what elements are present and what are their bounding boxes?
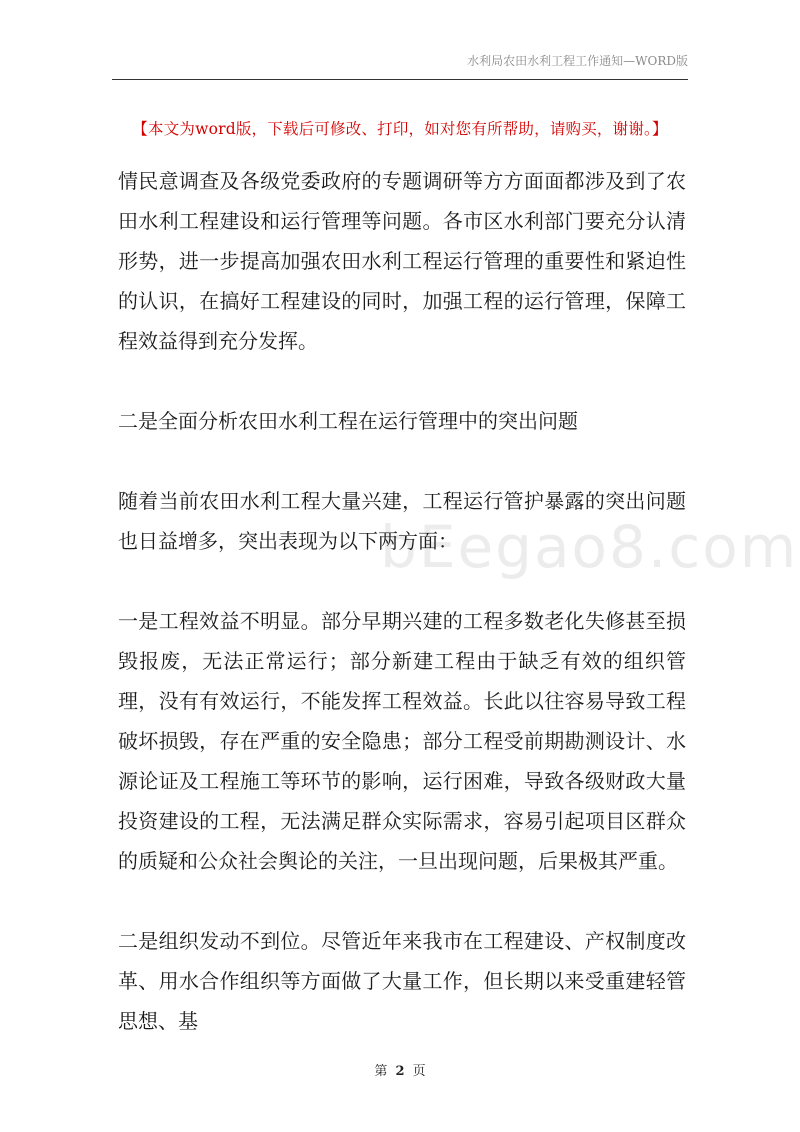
paragraph-3: 随着当前农田水利工程大量兴建，工程运行管护暴露的突出问题也日益增多，突出表现为以下两方面： — [118, 489, 686, 553]
paragraph-4: 一是工程效益不明显。部分早期兴建的工程多数老化失修甚至损毁报废，无法正常运行；部分新建工程由于缺乏有效的组织管理，没有有效运行，不能发挥工程效益。长此以往容易导致工程破坏损毁，存在严重的安全隐患；部分工程受前期勘测设计、水源论证及工程施工等环节的影响，运行困难，导致各级财政大量投资建设的工程，无法满足群众实际需求，容易引起项目区群众的质疑和公众社会舆论的关注，一旦出现问题，后果极其严重。 — [118, 609, 686, 873]
page-number: 2 — [395, 1064, 405, 1079]
paragraph-5: 二是组织发动不到位。尽管近年来我市在工程建设、产权制度改革、用水合作组织等方面做了大量工作，但长期以来受重建轻管思想、基 — [118, 929, 686, 1033]
page-footer — [0, 1060, 800, 1079]
download-notice: 【本文为word版，下载后可修改、打印，如对您有所帮助，请购买，谢谢。】 — [132, 120, 668, 138]
header-title: 水利局农田水利工程工作通知—WORD版 — [467, 54, 688, 68]
footer-suffix: 页 — [412, 1064, 426, 1079]
page-header — [112, 52, 688, 80]
paragraph-2-heading: 二是全面分析农田水利工程在运行管理中的突出问题 — [118, 409, 578, 433]
footer-prefix: 第 — [374, 1064, 388, 1079]
document-body — [118, 161, 686, 1041]
paragraph-1: 情民意调查及各级党委政府的专题调研等方方面面都涉及到了农田水利工程建设和运行管理等问题。各市区水利部门要充分认清形势，进一步提高加强农田水利工程运行管理的重要性和紧迫性的认识，在搞好工程建设的同时，加强工程的运行管理，保障工程效益得到充分发挥。 — [118, 169, 686, 353]
watermark: bEegao8.com — [380, 513, 799, 581]
